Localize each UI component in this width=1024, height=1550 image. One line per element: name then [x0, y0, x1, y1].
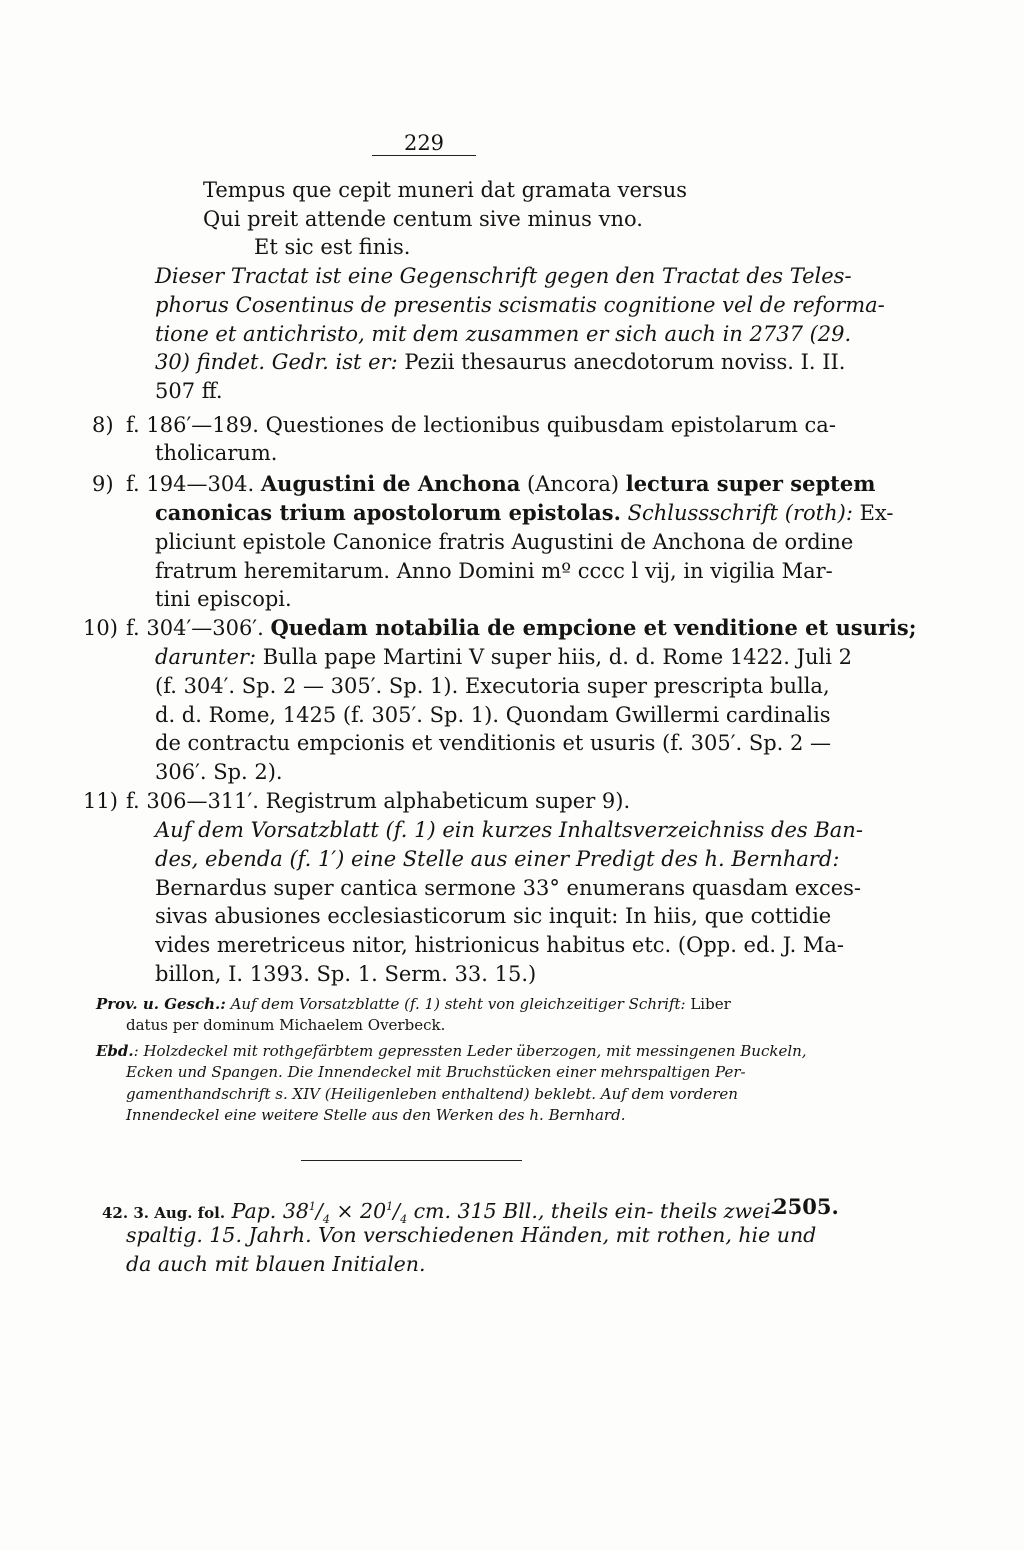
binding-line-2: Ecken und Spangen. Die Innendeckel mit Bruchstücken einer mehrspaltigen Per-: [126, 1063, 746, 1081]
item-10-line-3: (f. 304′. Sp. 2 — 305′. Sp. 1). Executoria super prescripta bulla,: [155, 674, 830, 698]
item-11-line-5: sivas abusiones ecclesiasticorum sic inquit: In hiis, que cottidie: [155, 904, 832, 928]
note-line-5: 507 ff.: [155, 379, 223, 403]
item-10-line-1: [126, 614, 916, 643]
item-8-line-2: tholicarum.: [155, 441, 278, 465]
page-number-rule: [372, 155, 476, 156]
item-9-title-part-1: lectura super septem: [625, 471, 876, 496]
item-11-line-4: Bernardus super cantica sermone 33° enumerans quasdam exces-: [155, 876, 862, 900]
item-11-line-2: Auf dem Vorsatzblatt (f. 1) ein kurzes Inhaltsverzeichniss des Ban-: [155, 818, 863, 842]
item-11-line-1: f. 306—311′. Registrum alphabeticum super 9).: [126, 789, 631, 813]
note-line-3: tione et antichristo, mit dem zusammen er sich auch in 2737 (29.: [155, 322, 852, 346]
page-number: 229: [403, 131, 445, 155]
provenance-liber: Liber: [685, 995, 731, 1013]
item-10-number: 10): [83, 616, 118, 640]
item-9-author: Augustini de Anchona: [260, 471, 521, 496]
binding-line-1: [96, 1041, 807, 1063]
entry-pap: Pap. 38: [225, 1198, 309, 1223]
entry-sup-2: 1: [386, 1200, 394, 1213]
item-11-number: 11): [83, 789, 118, 813]
item-9-number: 9): [92, 472, 114, 496]
entry-sup-1: 1: [308, 1200, 316, 1213]
provenance-line-1: [96, 994, 731, 1016]
item-9-line-1: [126, 470, 875, 499]
item-9-line-2: [155, 499, 893, 528]
provenance-italic: Auf dem Vorsatzblatte (f. 1) steht von gleichzeitiger Schrift:: [225, 995, 686, 1013]
item-9-line-3: pliciunt epistole Canonice fratris Augustini de Anchona de ordine: [155, 530, 854, 554]
verse-line-3: Et sic est finis.: [254, 235, 411, 259]
entry-slash-1: /: [315, 1198, 323, 1223]
entry-sub-2: 4: [400, 1212, 408, 1226]
item-9-alt: (Ancora): [520, 472, 626, 496]
item-10-bulla: Bulla pape Martini V super hiis, d. d. Rome 1422. Juli 2: [256, 645, 853, 669]
entry-slash-2: /: [393, 1198, 401, 1223]
binding-line-4: Innendeckel eine weitere Stelle aus den Werken des h. Bernhard.: [126, 1106, 626, 1124]
verse-line-1: Tempus que cepit muneri dat gramata versus: [203, 178, 688, 202]
note-line-4-italic: 30) findet. Gedr. ist er:: [155, 350, 398, 374]
item-9-line-5: tini episcopi.: [155, 587, 292, 611]
note-line-4: [155, 348, 845, 377]
item-9-ex: Ex-: [852, 501, 894, 525]
item-10-line-5: de contractu empcionis et venditionis et usuris (f. 305′. Sp. 2 —: [155, 731, 832, 755]
section-divider: [301, 1160, 522, 1161]
binding-line-3: gamenthandschrift s. XIV (Heiligenleben enthaltend) beklebt. Auf dem vorderen: [126, 1085, 738, 1103]
entry-rest: cm. 315 Bll., theils ein- theils zwei-: [407, 1198, 778, 1223]
item-10-line-6: 306′. Sp. 2).: [155, 760, 283, 784]
item-10-folio: f. 304′—306′.: [126, 616, 271, 640]
item-11-line-3: des, ebenda (f. 1′) eine Stelle aus einer Predigt des h. Bernhard:: [155, 847, 840, 871]
entry-shelfmark: 42. 3. Aug. fol.: [102, 1203, 226, 1222]
item-11-line-6: vides meretriceus nitor, histrionicus habitus etc. (Opp. ed. J. Ma-: [155, 933, 845, 957]
item-9-folio: f. 194—304.: [126, 472, 261, 496]
item-9-space: [621, 501, 628, 525]
item-8-line-1: f. 186′—189. Questiones de lectionibus quibusdam epistolarum ca-: [126, 413, 836, 437]
item-9-schlussschrift: Schlussschrift (roth):: [627, 501, 853, 525]
entry-number: 2505.: [773, 1194, 839, 1219]
item-9-title-part-2: canonicas trium apostolorum epistolas.: [155, 500, 621, 525]
item-9-line-4: fratrum heremitarum. Anno Domini mº cccc l vij, in vigilia Mar-: [155, 559, 833, 583]
entry-line-3: da auch mit blauen Initialen.: [126, 1252, 426, 1276]
item-10-darunter: darunter:: [155, 645, 257, 669]
note-line-2: phorus Cosentinus de presentis scismatis cognitione vel de reforma-: [155, 293, 885, 317]
entry-line-2: spaltig. 15. Jahrh. Von verschiedenen Händen, mit rothen, hie und: [126, 1223, 817, 1247]
binding-label: Ebd.: [96, 1042, 134, 1060]
item-10-line-2: [155, 643, 852, 672]
provenance-line-2: datus per dominum Michaelem Overbeck.: [126, 1016, 446, 1034]
entry-times: × 20: [329, 1198, 387, 1223]
binding-text-1: : Holzdeckel mit rothgefärbtem gepressten Leder überzogen, mit messingenen Buckeln,: [133, 1042, 807, 1060]
item-11-line-7: billon, I. 1393. Sp. 1. Serm. 33. 15.): [155, 962, 537, 986]
item-10-title: Quedam notabilia de empcione et venditione et usuris;: [270, 615, 917, 640]
provenance-label: Prov. u. Gesch.:: [96, 995, 226, 1013]
verse-line-2: Qui preit attende centum sive minus vno.: [203, 207, 643, 231]
note-line-1: Dieser Tractat ist eine Gegenschrift gegen den Tractat des Teles-: [155, 264, 852, 288]
item-10-line-4: d. d. Rome, 1425 (f. 305′. Sp. 1). Quondam Gwillermi cardinalis: [155, 703, 831, 727]
note-line-4-roman: Pezii thesaurus anecdotorum noviss. I. II.: [397, 350, 846, 374]
entry-sub-1: 4: [322, 1212, 330, 1226]
item-8-number: 8): [92, 413, 114, 437]
